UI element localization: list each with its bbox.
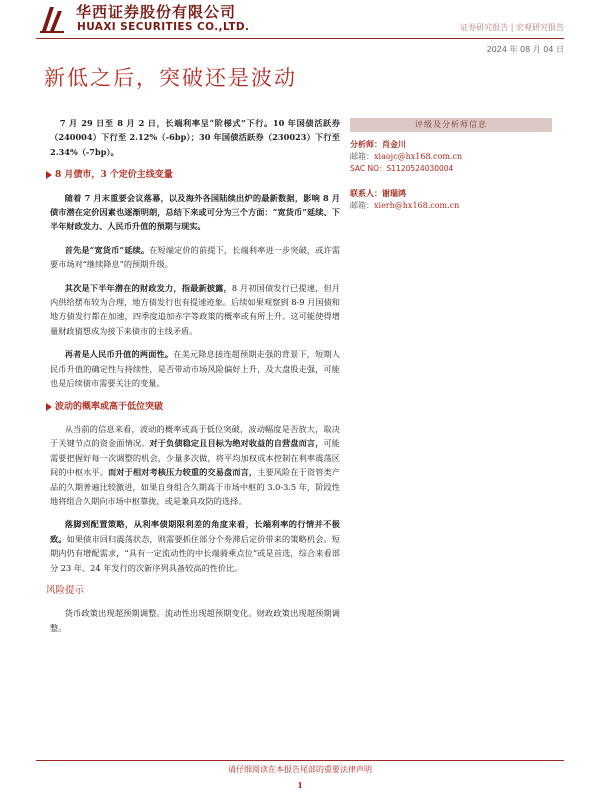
analyst-sidebar bbox=[350, 118, 552, 212]
analyst-row bbox=[350, 138, 552, 151]
analyst-label: 分析师： bbox=[350, 139, 382, 149]
section2-paragraph-1-e: 主要风险在于资管类产品的久期普遍比较激进，如果自身组合久期高于市场中枢的 3.0-3.5 年，阶段性地将组合久期向市场中枢靠拢，或是兼具攻防的选择。 bbox=[50, 467, 340, 506]
analyst-email[interactable]: xiaojc@hx168.com.cn bbox=[374, 152, 463, 161]
report-header bbox=[0, 0, 600, 42]
section1-paragraph-4 bbox=[50, 347, 340, 390]
section2-paragraph-1-d: 而对于相对考核压力较重的交易盘而言， bbox=[108, 467, 258, 478]
section-heading-1 bbox=[46, 168, 340, 182]
risk-text: 货币政策出现超预期调整。流动性出现超预期变化。财政政策出现超预期调整。 bbox=[50, 608, 340, 633]
company-name-en: HUAXI SECURITIES CO.,LTD. bbox=[77, 21, 250, 33]
sac-number: SAC NO：S1120524030004 bbox=[350, 164, 454, 173]
company-name-cn: 华西证券股份有限公司 bbox=[76, 3, 237, 21]
legal-disclaimer: 请仔细阅读在本报告尾部的重要法律声明 bbox=[228, 765, 372, 774]
section2-paragraph-1 bbox=[50, 422, 340, 508]
section1-paragraph-4-body: 在美元降息接连超预期走强的背景下，短期人民币升值的确定性与持续性，是否带动市场风险偏好上升，及大盘股走强，可能也是后续债市需要关注的变量。 bbox=[50, 349, 340, 389]
section2-paragraph-2-lead: 落脚到配置策略，从利率债期限利差的角度来看，长端利率的行情并不极致。 bbox=[50, 519, 340, 544]
report-title: 新低之后，突破还是波动 bbox=[44, 66, 297, 90]
section-heading-2 bbox=[46, 400, 340, 414]
section1-paragraph-3 bbox=[50, 281, 340, 339]
section2-paragraph-1-a: 从当前的信息来看，波动的概率或高于低位突破，波动幅度是否放大，取决于关键节点的资金面情况。 bbox=[50, 423, 340, 449]
analyst-email-row bbox=[350, 151, 552, 163]
sidebar-heading: 评级及分析师信息 bbox=[350, 118, 552, 132]
report-date: 2024 年 08 月 04 日 bbox=[486, 45, 564, 54]
triangle-bullet-icon bbox=[46, 403, 52, 411]
section-heading-2-text: 波动的概率或高于低位突破 bbox=[55, 401, 164, 412]
footer-divider bbox=[36, 760, 564, 761]
contact-email-label: 邮箱： bbox=[350, 201, 374, 210]
section1-paragraph-2 bbox=[50, 243, 340, 272]
section2-paragraph-2 bbox=[50, 517, 340, 575]
triangle-bullet-icon bbox=[46, 171, 52, 179]
main-content bbox=[46, 116, 340, 644]
section2-paragraph-1-b: 对于负债稳定且目标为绝对收益的自营盘而言， bbox=[149, 438, 324, 449]
section2-paragraph-2-body: 如果债市回归震荡状态，则需要抓住部分个券滞后定价带来的策略机会。短期内仍有增配需求，“具有一定流动性的中长端骑乘点位”或是首选，综合来看部分 23 年、24 年发行的次新序列具备较高的性价比。 bbox=[50, 533, 340, 573]
section2-paragraph-1-c: 可能需要把握好每一次调整的机会，少量多次做，将平均加权成本控制在利率震荡区间的中枢水平。 bbox=[50, 438, 340, 478]
report-type: 证券研究报告 | 宏观研究报告 bbox=[460, 23, 564, 32]
section-heading-1-text: 8 月债市，3 个定价主线变量 bbox=[55, 170, 173, 181]
analyst-name: 肖金川 bbox=[382, 139, 406, 149]
section1-paragraph-2-body: 在短端定价的前提下，长端利率进一步突破，或许需要市场对“继续降息”的预期升级。 bbox=[50, 244, 340, 270]
page-number: 1 bbox=[297, 780, 303, 790]
section1-paragraph-4-lead: 再者是人民币升值的两面性。 bbox=[64, 349, 174, 360]
huaxi-logo-icon bbox=[36, 3, 68, 35]
section1-paragraph-1: 随着 7 月末重要会议落幕，以及海外各国陆续出炉的最新数据，影响 8 月债市潜在定价因素也逐渐明朗，总结下来或可分为三个方面：“宽货币”延续、下半年财政发力、人民币升值的预期与现实。 bbox=[50, 192, 340, 232]
risk-heading: 风险提示 bbox=[46, 584, 85, 596]
section1-paragraph-2-lead: 首先是“宽货币”延续。 bbox=[64, 244, 150, 255]
section1-paragraph-3-body: 8 月初国债发行已提速，但月内供给摆布较为合理，地方债发行也有提速迹象。后续如果观察到 8-9 月国债和地方债发行都在加速，四季度追加赤字等政策的概率或有所上升。这可能使得增量财政猜想成为接下来债市的主线矛盾。 bbox=[50, 282, 340, 336]
section1-paragraph-3-lead: 其次是下半年潜在的财政发力，指最新披露， bbox=[64, 282, 232, 293]
summary-intro: 7 月 29 日至 8 月 2 日，长端利率呈“阶梯式”下行。10 年国债活跃券（240004）下行至 2.12%（-6bp）；30 年国债活跃券（230023）下行至 2.34%（-7bp）。 bbox=[50, 118, 340, 157]
analyst-email-label: 邮箱： bbox=[350, 152, 374, 161]
contact-row bbox=[350, 187, 552, 200]
contact-name: 谢瑞鸿 bbox=[382, 188, 406, 198]
contact-email[interactable]: xierh@hx168.com.cn bbox=[374, 201, 460, 210]
contact-email-row bbox=[350, 200, 552, 212]
contact-label: 联系人： bbox=[350, 188, 382, 198]
header-divider bbox=[36, 38, 564, 39]
